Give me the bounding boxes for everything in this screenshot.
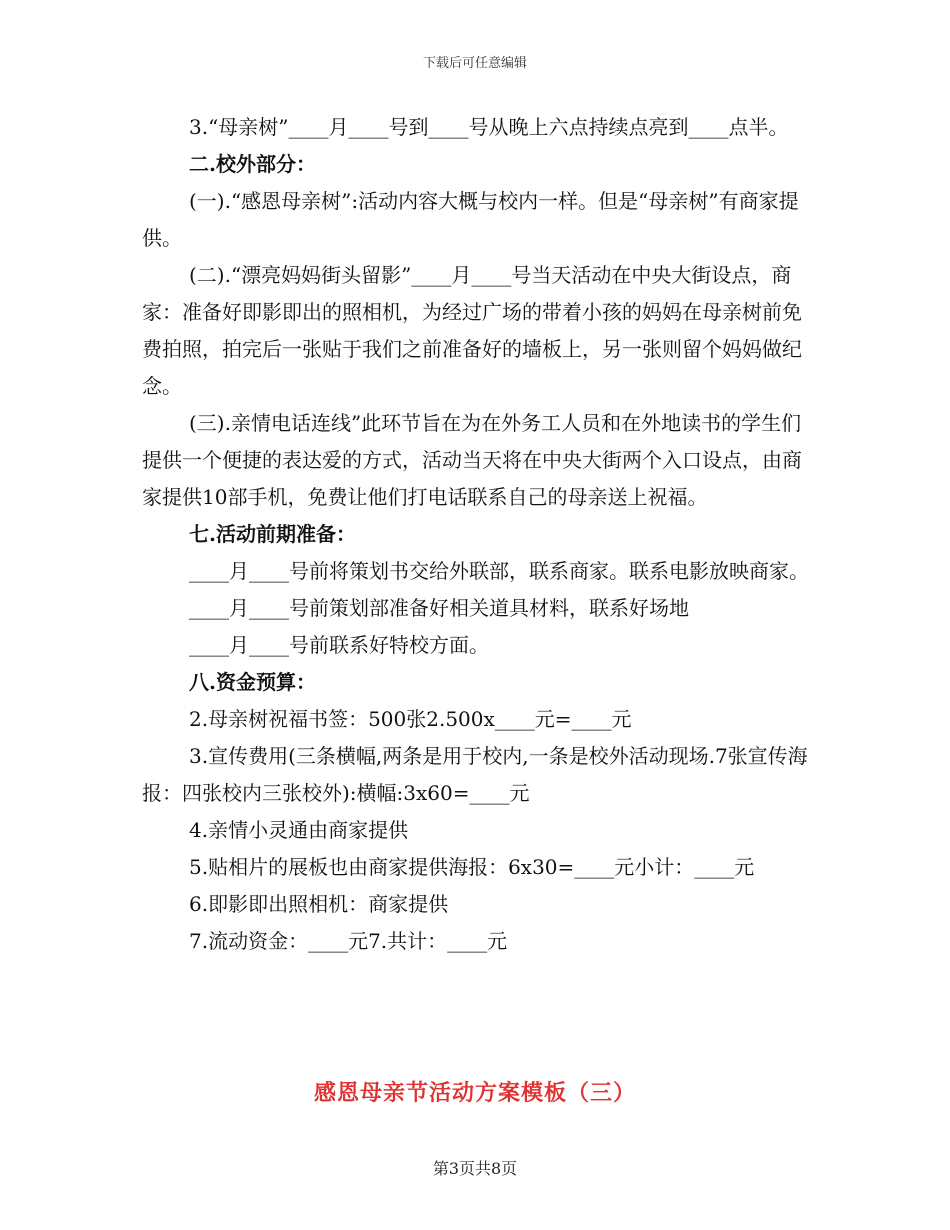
- budget-item-3: 3.宣传费用(三条横幅,两条是用于校内,一条是校外活动现场.7张宣传海报：四张校内三张校外):横幅:3x60=____元: [142, 744, 808, 805]
- paragraph-2: (一).“感恩母亲树”:活动内容大概与校内一样。但是“母亲树”有商家提供。: [142, 189, 799, 250]
- paragraph-7: ____月____号前联系好特校方面。: [189, 633, 489, 657]
- heading-off-campus: 二.校外部分：: [189, 152, 316, 176]
- budget-item-2: 2.母亲树祝福书签：500张2.500x____元=____元: [189, 707, 632, 731]
- budget-item-5: 5.贴相片的展板也由商家提供海报：6x30=____元小计：____元: [189, 855, 755, 879]
- budget-item-6: 6.即影即出照相机：商家提供: [189, 892, 449, 916]
- budget-item-4: 4.亲情小灵通由商家提供: [189, 818, 409, 842]
- heading-preparation: 七.活动前期准备：: [189, 522, 356, 546]
- section-title: 感恩母亲节活动方案模板（三）: [313, 1080, 636, 1106]
- page-header: 下载后可任意编辑: [422, 56, 527, 71]
- heading-budget: 八.资金预算：: [189, 670, 316, 694]
- page-footer: 第3页共8页: [432, 1159, 518, 1178]
- paragraph-5: ____月____号前将策划书交给外联部，联系商家。联系电影放映商家。: [189, 559, 809, 583]
- paragraph-6: ____月____号前策划部准备好相关道具材料，联系好场地: [189, 596, 689, 620]
- paragraph-1: 3.“母亲树”____月____号到____号从晚上六点持续点亮到____点半。: [189, 115, 789, 139]
- budget-item-7: 7.流动资金：____元7.共计：____元: [189, 929, 508, 953]
- document-body: [142, 109, 810, 960]
- paragraph-3: (二).“漂亮妈妈街头留影”____月____号当天活动在中央大街设点，商家：准备好即影即出的照相机，为经过广场的带着小孩的妈妈在母亲树前免费拍照，拍完后一张贴于我们之前准备好的墙板上，另一张则留个妈妈做纪念。: [142, 263, 802, 398]
- paragraph-4: (三).亲情电话连线”此环节旨在为在外务工人员和在外地读书的学生们提供一个便捷的表达爱的方式，活动当天将在中央大街两个入口设点，由商家提供10部手机，免费让他们打电话联系自己的母亲送上祝福。: [142, 411, 802, 509]
